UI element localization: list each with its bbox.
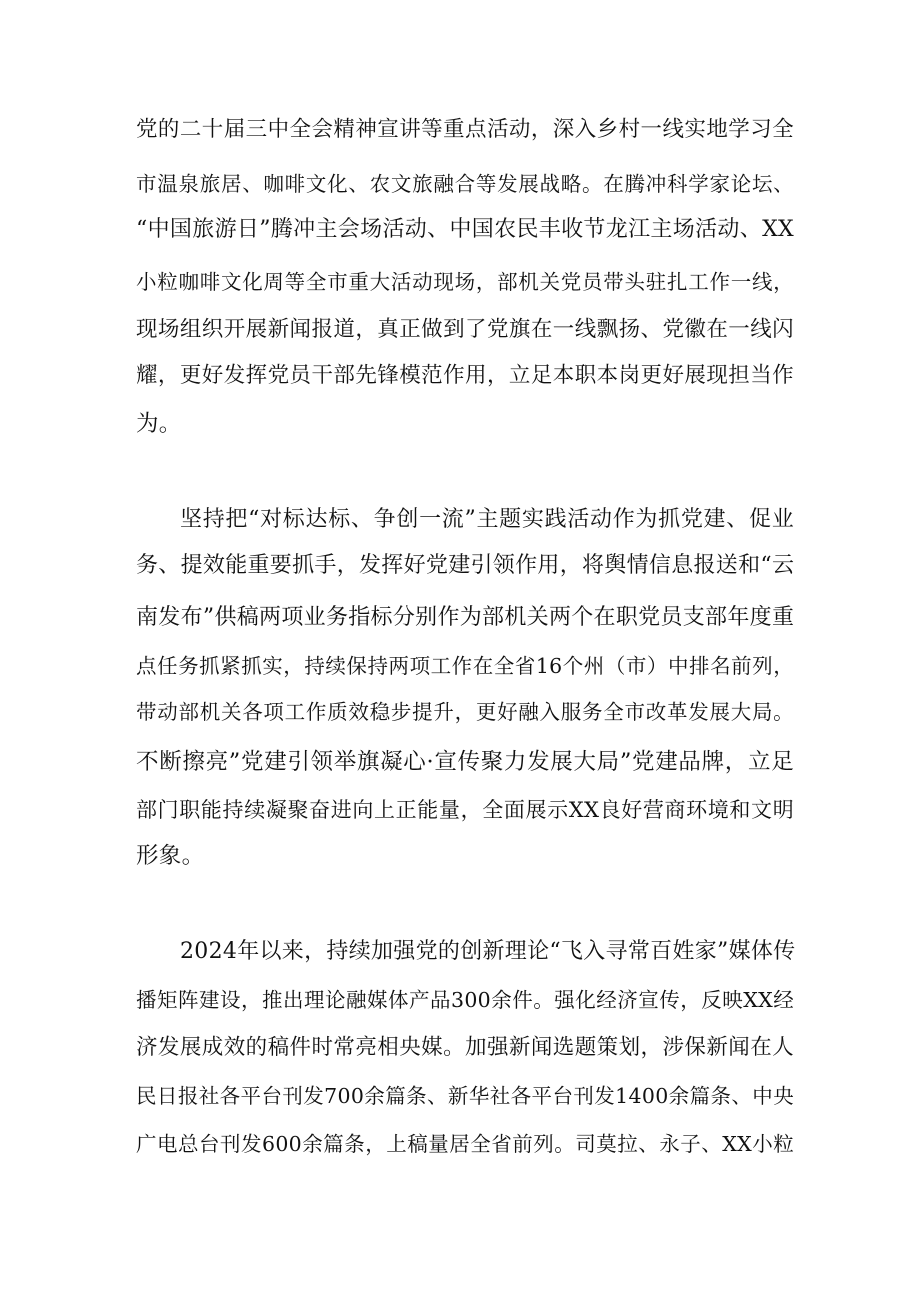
paragraph-line: 广电总台刊发600余篇条，上稿量居全省前列。司莫拉、永子、XX小粒 <box>136 1132 794 1156</box>
paragraph-line: 坚持把“对标达标、争创一流”主题实践活动作为抓党建、促业 <box>180 507 794 532</box>
paragraph-line: 耀，更好发挥党员干部先锋模范作用，立足本职本岗更好展现担当作 <box>136 363 794 388</box>
paragraph-line: 党的二十届三中全会精神宣讲等重点活动，深入乡村一线实地学习全 <box>136 117 794 142</box>
paragraph-line: “中国旅游日”腾冲主会场活动、中国农民丰收节龙江主场活动、XX <box>136 217 794 242</box>
paragraph-line: 带动部机关各项工作质效稳步提升，更好融入服务全市改革发展大局。 <box>136 700 794 724</box>
paragraph-line: 现场组织开展新闻报道，真正做到了党旗在一线飘扬、党徽在一线闪 <box>136 317 794 342</box>
paragraph-line: 为。 <box>136 411 182 437</box>
paragraph-line: 小粒咖啡文化周等全市重大活动现场，部机关党员带头驻扎工作一线， <box>136 270 794 294</box>
paragraph-line: 市温泉旅居、咖啡文化、农文旅融合等发展战略。在腾冲科学家论坛、 <box>136 172 794 196</box>
paragraph-line: 部门职能持续凝聚奋进向上正能量，全面展示XX良好营商环境和文明 <box>136 798 794 822</box>
paragraph-line: 2024年以来，持续加强党的创新理论“飞入寻常百姓家”媒体传 <box>180 939 796 964</box>
paragraph-line: 形象。 <box>136 843 205 869</box>
paragraph-line: 点任务抓紧抓实，持续保持两项工作在全省16个州（市）中排名前列， <box>136 654 794 678</box>
paragraph-line: 不断擦亮”党建引领举旗凝心·宣传聚力发展大局”党建品牌，立足 <box>136 749 794 775</box>
paragraph-line: 民日报社各平台刊发700余篇条、新华社各平台刊发1400余篇条、中央 <box>136 1084 794 1108</box>
paragraph-line: 南发布”供稿两项业务指标分别作为部机关两个在职党员支部年度重 <box>136 605 795 630</box>
paragraph-line: 济发展成效的稿件时常亮相央媒。加强新闻选题策划，涉保新闻在人 <box>136 1035 794 1060</box>
paragraph-line: 务、提效能重要抓手，发挥好党建引领作用，将舆情信息报送和“云 <box>136 553 795 578</box>
paragraph-line: 播矩阵建设，推出理论融媒体产品300余件。强化经济宣传，反映XX经 <box>136 988 794 1012</box>
